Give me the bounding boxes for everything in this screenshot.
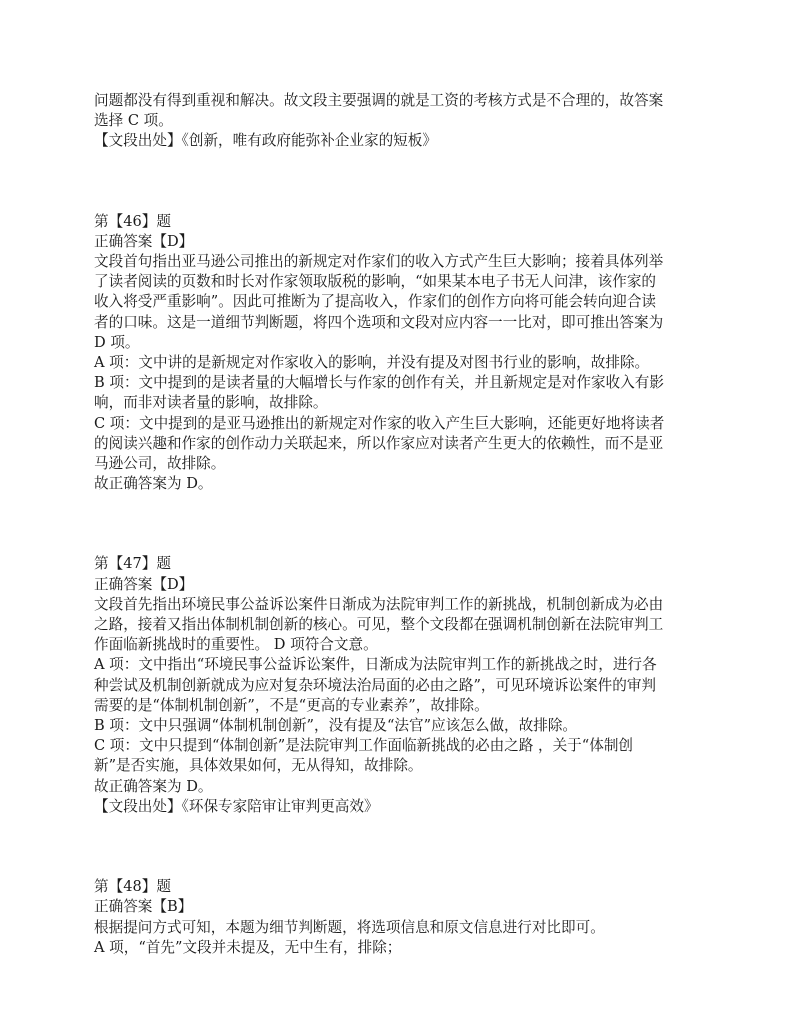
option-analysis: 需要的是“体制机制创新”，不是“更高的专业素养”，故排除。 [94, 696, 489, 714]
option-analysis: C 项：文中提到的是亚马逊推出的新规定对作家的收入产生巨大影响，还能更好地将读者 [94, 414, 665, 432]
intro-line: 选择 C 项。 [94, 112, 173, 130]
intro-line: 问题都没有得到重视和解决。故文段主要强调的就是工资的考核方式是不合理的，故答案 [94, 92, 664, 109]
question-heading: 第【48】题 [94, 878, 171, 896]
option-analysis: 响，而非对读者量的影响，故排除。 [94, 394, 328, 412]
option-analysis: A 项：文中讲的是新规定对作家收入的影响，并没有提及对图书行业的影响，故排除。 [94, 354, 650, 372]
explanation-line: 作面临新挑战时的重要性。 D 项符合文意。 [94, 636, 378, 654]
explanation-line: 了读者阅读的页数和时长对作家领取版税的影响，“如果某本电子书无人问津，该作家的 [94, 273, 657, 291]
option-analysis: 新”是否实施，具体效果如何，无从得知，故排除。 [94, 757, 423, 775]
explanation-line: 文段首句指出亚马逊公司推出的新规定对作家们的收入方式产生巨大影响；接着具体列举 [94, 253, 664, 271]
explanation-line: 者的口味。这是一道细节判断题，将四个选项和文段对应内容一一比对，即可推出答案为 [94, 313, 664, 331]
source-citation: 【文段出处】《创新，唯有政府能弥补企业家的短板》 [94, 132, 437, 150]
question-47-section [94, 554, 714, 817]
document-page [94, 91, 714, 958]
option-analysis: B 项：文中提到的是读者量的大幅增长与作家的创作有关，并且新规定是对作家收入有影 [94, 374, 664, 392]
correct-answer: 正确答案【D】 [94, 575, 194, 593]
intro-section [94, 91, 714, 152]
question-46-section [94, 212, 714, 495]
question-heading: 第【46】题 [94, 212, 171, 230]
correct-answer: 正确答案【D】 [94, 232, 194, 250]
explanation-line: 之路，接着又指出体制机制创新的核心。可见，整个文段都在强调机制创新在法院审判工 [94, 616, 664, 634]
final-answer: 故正确答案为 D。 [94, 475, 213, 493]
explanation-line: 文段首先指出环境民事公益诉讼案件日渐成为法院审判工作的新挑战，机制创新成为必由 [94, 595, 664, 613]
option-analysis: B 项：文中只强调“体制机制创新”，没有提及“法官”应该怎么做，故排除。 [94, 717, 578, 735]
correct-answer: 正确答案【B】 [94, 898, 193, 916]
option-analysis: A 项，“首先”文段并未提及，无中生有，排除； [94, 938, 402, 956]
source-citation: 【文段出处】《环保专家陪审让审判更高效》 [94, 797, 379, 815]
question-48-section [94, 877, 714, 958]
option-analysis: C 项：文中只提到“体制创新”是法院审判工作面临新挑战的必由之路 ，关于“体制创 [94, 737, 634, 755]
option-analysis: A 项：文中指出“环境民事公益诉讼案件，日渐成为法院审判工作的新挑战之时，进行各 [94, 656, 657, 674]
final-answer: 故正确答案为 D。 [94, 777, 213, 795]
explanation-line: 根据提问方式可知，本题为细节判断题，将选项信息和原文信息进行对比即可。 [94, 918, 605, 936]
option-analysis: 种尝试及机制创新就成为应对复杂环境法治局面的必由之路”，可见环境诉讼案件的审判 [94, 676, 657, 694]
option-analysis: 马逊公司，故排除。 [94, 455, 226, 473]
explanation-line: 收入将受严重影响”。因此可推断为了提高收入，作家们的创作方向将可能会转向迎合读 [94, 293, 657, 311]
question-heading: 第【47】题 [94, 555, 171, 573]
explanation-line: D 项。 [94, 333, 140, 351]
option-analysis: 的阅读兴趣和作家的创作动力关联起来，所以作家应对读者产生更大的依赖性，而不是亚 [94, 434, 664, 452]
